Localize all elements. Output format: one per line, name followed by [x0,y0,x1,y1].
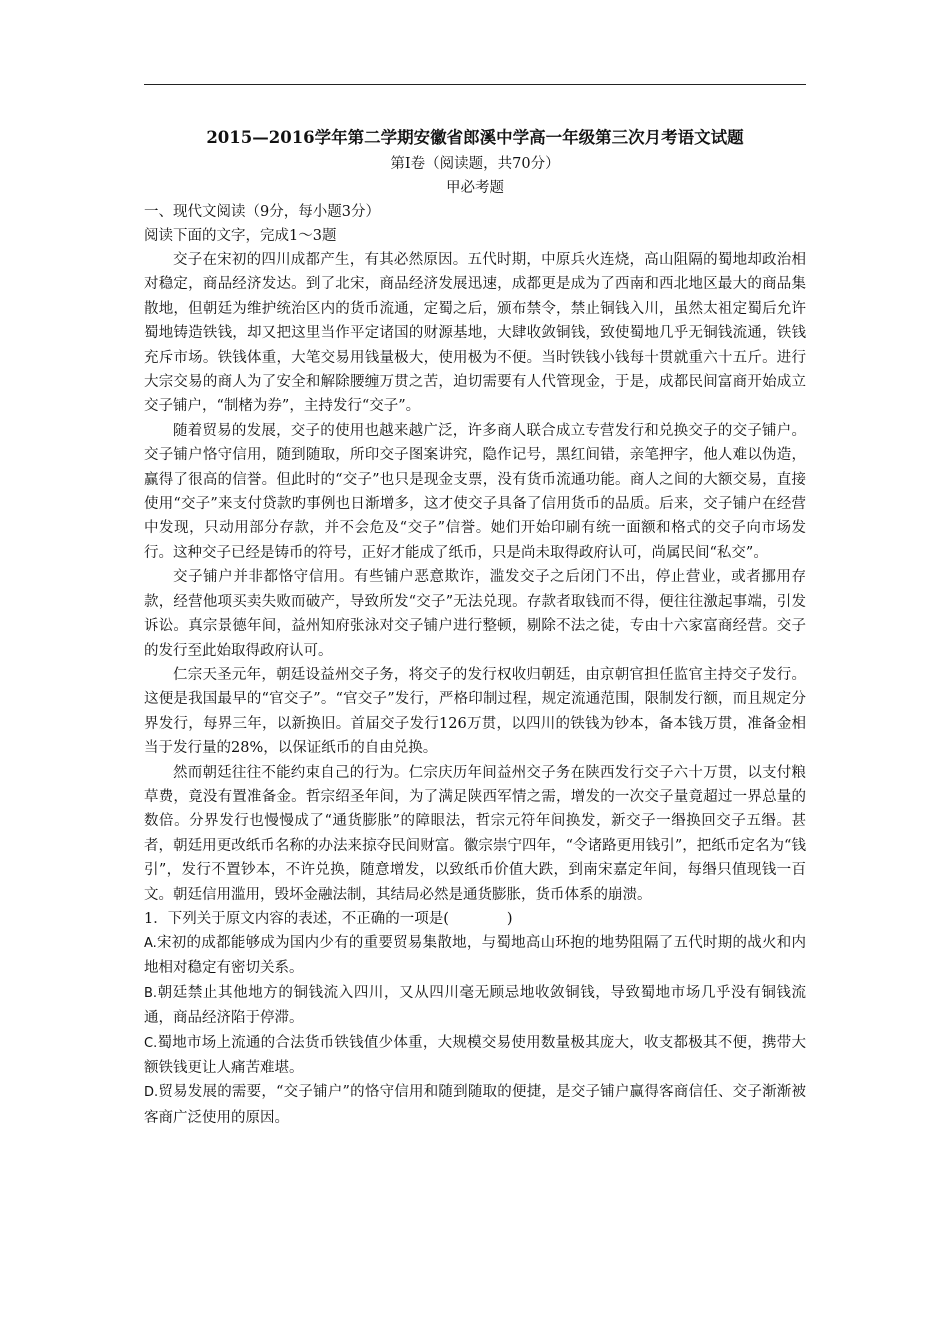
passage-paragraph: 随着贸易的发展，交子的使用也越来越广泛，许多商人联合成立专营发行和兑换交子的交子铺户。交子铺户恪守信用，随到随取，所印交子图案讲究，隐作记号，黑红间错，亲笔押字，他人难以伪造，赢得了很高的信誉。但此时的“交子”也只是现金支票，没有货币流通功能。商人之间的大额交易，直接使用“交子”来支付贷款旳事例也日渐增多，这才使交子具备了信用货币的品质。后来，交子铺户在经营中发现，只动用部分存款，并不会危及“交子”信誉。她们开始印刷有统一面额和格式的交子向市场发行。这种交子已经是铸币的符号，正好才能成了纸币，只是尚未取得政府认可，尚属民间“私交”。 [144,422,806,561]
option-text: 朝廷禁止其他地方的铜钱流入四川，又从四川毫无顾忌地收敛铜钱，导致蜀地市场几乎没有铜钱流通，商品经济陷于停滞。 [144,984,806,1027]
option-a [144,931,806,981]
section-heading: 一、现代文阅读（9分，每小题3分） [144,204,380,220]
reading-passage [144,248,806,907]
header-rule [144,84,806,85]
option-d [144,1080,806,1130]
option-b [144,981,806,1031]
passage-paragraph: 交子在宋初的四川成都产生，有其必然原因。五代时期，中原兵火连烧，高山阻隔的蜀地却政治相对稳定，商品经济发达。到了北宋，商品经济发展迅速，成都更是成为了西南和西北地区最大的商品集散地，但朝廷为维护统治区内的货币流通，定蜀之后，颁布禁令，禁止铜钱入川，虽然太祖定蜀后允许蜀地铸造铁钱，却又把这里当作平定诸国的财源基地，大肆收敛铜钱，致使蜀地几乎无铜钱流通，铁钱充斥市场。铁钱体重，大笔交易用钱量极大，使用极为不便。当时铁钱小钱每十贯就重六十五斤。进行大宗交易的商人为了安全和解除腰缠万贯之苦，迫切需要有人代管现金，于是，成都民间富商开始成立交子铺户，“制楮为券”，主持发行“交子”。 [144,252,806,415]
question-stem: 1．下列关于原文内容的表述，不正确的一项是( ) [144,910,513,927]
passage-paragraph: 仁宗天圣元年，朝廷设益州交子务，将交子的发行权收归朝廷，由京朝官担任监官主持交子发行。这便是我国最早的“官交子”。“官交子”发行，严格印制过程，规定流通范围，限制发行额，而且规定分界发行，每界三年，以新换旧。首届交子发行126万贯，以四川的铁钱为钞本，备本钱万贯，准备金相当于发行量的28%，以保证纸币的自由兑换。 [144,666,806,757]
exam-content [144,124,806,1130]
option-text: 宋初的成都能够成为国内少有的重要贸易集散地，与蜀地高山环抱的地势阻隔了五代时期的战火和内地相对稳定有密切关系。 [144,934,806,977]
option-text: 贸易发展的需要，“交子铺户”的恪守信用和随到随取的便捷，是交子铺户赢得客商信任、交子渐渐被客商广泛使用的原因。 [144,1084,806,1126]
option-label: B. [144,985,158,1001]
passage-paragraph: 然而朝廷往往不能约束自己的行为。仁宗庆历年间益州交子务在陕西发行交子六十万贯，以支付粮草费，竟没有置准备金。哲宗绍圣年间，为了满足陕西军情之需，增发的一次交子量竟超过一界总量的数倍。分界发行也慢慢成了“通货膨胀”的障眼法，哲宗元符年间换发，新交子一缗换回交子五缗。甚者，朝廷用更改纸币名称的办法来掠夺民间财富。徽宗崇宁四年，“令诸路更用钱引”，把纸币定名为“钱引”，发行不置钞本，不许兑换，随意增发，以致纸币价值大跌，到南宋嘉定年间，每缗只值现钱一百文。朝廷信用滥用，毁坏金融法制，其结局必然是通货膨胀，货币体系的崩溃。 [144,764,806,903]
reading-instruction: 阅读下面的文字，完成1～3题 [144,228,337,244]
part-heading: 第Ⅰ卷（阅读题，共70分） [390,156,560,172]
option-c [144,1031,806,1081]
option-label: D. [144,1085,159,1101]
passage-paragraph: 交子铺户并非都恪守信用。有些铺户恶意欺诈，滥发交子之后闭门不出，停止营业，或者挪用存款，经营他项买卖失败而破产，导致所发“交子”无法兑现。存款者取钱而不得，便往往激起事端，引发诉讼。真宗景德年间，益州知府张泳对交子铺户进行整顿，剔除不法之徒，专由十六家富商经营。交子的发行至此始取得政府认可。 [144,569,806,659]
option-label: C. [144,1035,158,1051]
exam-title: 2015—2016学年第二学期安徽省郎溪中学高一年级第三次月考语文试题 [206,128,744,147]
question-1 [144,907,806,1130]
option-text: 蜀地市场上流通的合法货币铁钱值少体重，大规模交易使用数量极其庞大，收支都极其不便，携带大额铁钱更让人痛苦难堪。 [144,1034,806,1076]
option-label: A. [144,935,157,951]
required-label: 甲必考题 [446,180,504,196]
